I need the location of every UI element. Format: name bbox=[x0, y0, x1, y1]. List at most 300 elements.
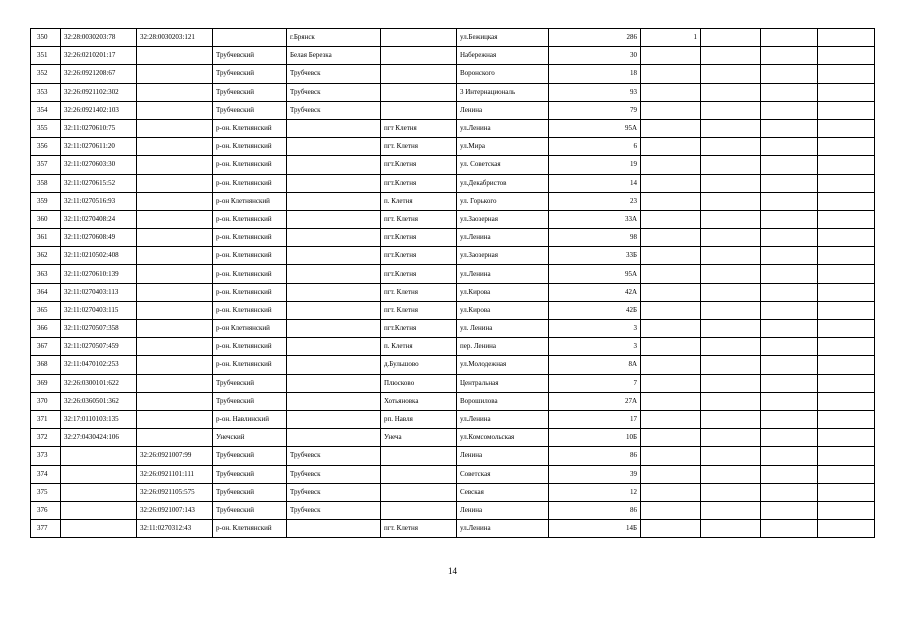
table-cell: 18 bbox=[549, 65, 641, 83]
table-cell: р-он. Клетнянский bbox=[213, 356, 287, 374]
table-cell bbox=[381, 447, 457, 465]
table-cell: 32:11:0270403:113 bbox=[61, 283, 137, 301]
table-cell bbox=[137, 156, 213, 174]
table-cell: пгт. Клетня bbox=[381, 210, 457, 228]
table-cell bbox=[287, 320, 381, 338]
table-cell bbox=[641, 210, 701, 228]
table-cell: 23 bbox=[549, 192, 641, 210]
table-cell: 361 bbox=[31, 229, 61, 247]
table-cell bbox=[818, 501, 875, 519]
table-cell: 32:26:0360501:362 bbox=[61, 392, 137, 410]
table-cell: 3 Интернациональ bbox=[457, 83, 549, 101]
table-cell bbox=[641, 483, 701, 501]
table-row bbox=[31, 65, 875, 83]
table-cell: 360 bbox=[31, 210, 61, 228]
table-cell bbox=[761, 374, 818, 392]
table-cell: 12 bbox=[549, 483, 641, 501]
table-cell bbox=[641, 174, 701, 192]
table-cell: 32:11:0470102:253 bbox=[61, 356, 137, 374]
table-cell: ул.Ленина bbox=[457, 520, 549, 538]
table-cell: пгт.Клетня bbox=[381, 265, 457, 283]
table-cell: р-он. Клетнянский bbox=[213, 283, 287, 301]
table-cell: 32:11:0270608:49 bbox=[61, 229, 137, 247]
table-cell bbox=[137, 429, 213, 447]
table-cell: 3 bbox=[549, 338, 641, 356]
table-cell bbox=[641, 283, 701, 301]
table-cell: Трубчевский bbox=[213, 83, 287, 101]
table-cell bbox=[818, 192, 875, 210]
table-cell: д.Бульшово bbox=[381, 356, 457, 374]
table-cell: р-он. Клетнянский bbox=[213, 520, 287, 538]
table-cell bbox=[701, 410, 761, 428]
table-cell: Трубчевский bbox=[213, 483, 287, 501]
table-cell bbox=[641, 501, 701, 519]
table-cell: р-он. Клетнянский bbox=[213, 301, 287, 319]
table-cell bbox=[818, 229, 875, 247]
table-cell: 369 bbox=[31, 374, 61, 392]
table-cell bbox=[761, 29, 818, 47]
table-cell: р-он. Навлинский bbox=[213, 410, 287, 428]
table-cell bbox=[137, 374, 213, 392]
table-cell: 95А bbox=[549, 265, 641, 283]
table-cell: р-он. Клетнянский bbox=[213, 156, 287, 174]
table-cell: Трубчевский bbox=[213, 501, 287, 519]
table-cell bbox=[761, 301, 818, 319]
table-cell bbox=[761, 83, 818, 101]
table-row bbox=[31, 501, 875, 519]
table-cell: Трубчевский bbox=[213, 465, 287, 483]
table-cell bbox=[137, 392, 213, 410]
table-cell bbox=[641, 265, 701, 283]
table-cell: 32:11:0270610:75 bbox=[61, 119, 137, 137]
table-cell bbox=[818, 47, 875, 65]
table-cell: 95А bbox=[549, 119, 641, 137]
table-cell: Трубчевск bbox=[287, 465, 381, 483]
table-cell: 32:11:0270507:358 bbox=[61, 320, 137, 338]
table-cell: 356 bbox=[31, 138, 61, 156]
table-cell bbox=[761, 101, 818, 119]
table-cell: 32:26:0921105:575 bbox=[137, 483, 213, 501]
table-cell bbox=[761, 429, 818, 447]
table-cell: 350 bbox=[31, 29, 61, 47]
table-cell: 362 bbox=[31, 247, 61, 265]
table-cell: 32:26:0921007:143 bbox=[137, 501, 213, 519]
table-cell bbox=[761, 392, 818, 410]
table-cell bbox=[761, 247, 818, 265]
table-cell: Ленина bbox=[457, 501, 549, 519]
table-cell bbox=[818, 29, 875, 47]
table-row bbox=[31, 83, 875, 101]
table-cell: 30 bbox=[549, 47, 641, 65]
table-cell bbox=[818, 65, 875, 83]
table-cell bbox=[213, 29, 287, 47]
table-cell: ул.Молодежная bbox=[457, 356, 549, 374]
table-cell: Севская bbox=[457, 483, 549, 501]
table-cell bbox=[701, 301, 761, 319]
table-cell bbox=[761, 483, 818, 501]
table-cell: 32:26:0921402:103 bbox=[61, 101, 137, 119]
table-cell: 32:28:0030203:121 bbox=[137, 29, 213, 47]
table-cell: 374 bbox=[31, 465, 61, 483]
table-cell bbox=[641, 465, 701, 483]
table-cell bbox=[701, 210, 761, 228]
table-cell: р-он Клетнянский bbox=[213, 192, 287, 210]
table-cell: 32:11:0270516:93 bbox=[61, 192, 137, 210]
table-cell: р-он. Клетнянский bbox=[213, 338, 287, 356]
table-cell: пгт. Клетня bbox=[381, 283, 457, 301]
table-cell: Трубчевск bbox=[287, 101, 381, 119]
table-cell bbox=[818, 320, 875, 338]
table-cell: 363 bbox=[31, 265, 61, 283]
table-cell: Центральная bbox=[457, 374, 549, 392]
table-cell: 358 bbox=[31, 174, 61, 192]
table-cell: 32:11:0270615:52 bbox=[61, 174, 137, 192]
table-cell bbox=[287, 156, 381, 174]
table-cell: р-он. Клетнянский bbox=[213, 174, 287, 192]
table-cell bbox=[761, 174, 818, 192]
table-cell bbox=[818, 356, 875, 374]
table-cell: 93 bbox=[549, 83, 641, 101]
table-row bbox=[31, 301, 875, 319]
table-cell bbox=[641, 520, 701, 538]
table-cell bbox=[381, 83, 457, 101]
table-cell: 33А bbox=[549, 210, 641, 228]
table-cell bbox=[61, 483, 137, 501]
table-cell bbox=[137, 247, 213, 265]
table-cell bbox=[641, 101, 701, 119]
table-row bbox=[31, 156, 875, 174]
table-cell bbox=[641, 83, 701, 101]
table-cell bbox=[137, 283, 213, 301]
table-cell bbox=[287, 229, 381, 247]
table-cell bbox=[61, 501, 137, 519]
table-cell bbox=[137, 138, 213, 156]
table-cell: 86 bbox=[549, 447, 641, 465]
table-cell bbox=[641, 392, 701, 410]
table-cell: Белая Березка bbox=[287, 47, 381, 65]
table-cell: р-он. Клетнянский bbox=[213, 119, 287, 137]
table-cell: Унеча bbox=[381, 429, 457, 447]
table-cell bbox=[761, 138, 818, 156]
table-body bbox=[31, 29, 875, 538]
table-cell bbox=[701, 174, 761, 192]
table-cell: 32:26:0300101:622 bbox=[61, 374, 137, 392]
table-cell: р-он. Клетнянский bbox=[213, 138, 287, 156]
table-cell bbox=[641, 429, 701, 447]
table-cell: Трубчевск bbox=[287, 483, 381, 501]
table-cell bbox=[761, 338, 818, 356]
table-cell bbox=[761, 320, 818, 338]
table-row bbox=[31, 465, 875, 483]
table-cell bbox=[818, 410, 875, 428]
table-cell bbox=[287, 356, 381, 374]
table-cell: 1 bbox=[641, 29, 701, 47]
table-cell: пгт. Клетня bbox=[381, 138, 457, 156]
table-cell: 370 bbox=[31, 392, 61, 410]
table-cell: 86 bbox=[549, 501, 641, 519]
table-cell: 42А bbox=[549, 283, 641, 301]
table-cell bbox=[701, 320, 761, 338]
table-row bbox=[31, 210, 875, 228]
table-cell bbox=[701, 465, 761, 483]
table-cell bbox=[137, 119, 213, 137]
table-cell bbox=[818, 465, 875, 483]
table-cell bbox=[818, 283, 875, 301]
table-cell bbox=[818, 138, 875, 156]
table-cell: пгт. Клетня bbox=[381, 520, 457, 538]
table-cell: 32:28:0030203:78 bbox=[61, 29, 137, 47]
table-cell bbox=[701, 247, 761, 265]
table-row bbox=[31, 119, 875, 137]
table-row bbox=[31, 338, 875, 356]
table-cell bbox=[818, 483, 875, 501]
table-cell: 98 bbox=[549, 229, 641, 247]
table-cell bbox=[641, 192, 701, 210]
table-cell bbox=[137, 301, 213, 319]
table-cell bbox=[287, 392, 381, 410]
table-cell: ул.Ленина bbox=[457, 265, 549, 283]
table-cell bbox=[61, 447, 137, 465]
table-cell: Трубчевский bbox=[213, 65, 287, 83]
table-cell: 365 bbox=[31, 301, 61, 319]
table-cell bbox=[701, 138, 761, 156]
table-cell bbox=[701, 283, 761, 301]
table-cell bbox=[287, 265, 381, 283]
table-cell: пгт. Клетня bbox=[381, 301, 457, 319]
table-cell: 32:26:0921101:111 bbox=[137, 465, 213, 483]
table-cell bbox=[287, 119, 381, 137]
table-cell: 10Б bbox=[549, 429, 641, 447]
table-cell: 32:11:0270408:24 bbox=[61, 210, 137, 228]
table-cell bbox=[701, 47, 761, 65]
table-cell bbox=[137, 229, 213, 247]
table-cell bbox=[701, 429, 761, 447]
table-row bbox=[31, 410, 875, 428]
table-cell bbox=[381, 483, 457, 501]
table-cell: 32:27:0430424:106 bbox=[61, 429, 137, 447]
table-cell bbox=[287, 338, 381, 356]
table-cell bbox=[761, 119, 818, 137]
table-cell bbox=[761, 210, 818, 228]
table-row bbox=[31, 265, 875, 283]
table-cell: 32:11:0270611:20 bbox=[61, 138, 137, 156]
table-cell bbox=[641, 138, 701, 156]
table-cell: пер. Ленина bbox=[457, 338, 549, 356]
table-cell: Набережная bbox=[457, 47, 549, 65]
table-cell bbox=[818, 210, 875, 228]
table-cell bbox=[641, 338, 701, 356]
table-cell bbox=[137, 47, 213, 65]
table-cell: Ленина bbox=[457, 447, 549, 465]
table-row bbox=[31, 229, 875, 247]
table-cell bbox=[701, 29, 761, 47]
table-row bbox=[31, 247, 875, 265]
table-cell: 352 bbox=[31, 65, 61, 83]
table-cell bbox=[761, 447, 818, 465]
table-cell: 377 bbox=[31, 520, 61, 538]
table-cell bbox=[761, 283, 818, 301]
table-cell bbox=[137, 265, 213, 283]
table-cell: п. Клетня bbox=[381, 338, 457, 356]
table-cell bbox=[287, 192, 381, 210]
table-cell bbox=[761, 520, 818, 538]
table-cell: ул.Мира bbox=[457, 138, 549, 156]
table-cell: 17 bbox=[549, 410, 641, 428]
table-cell bbox=[701, 229, 761, 247]
table-cell: 32:11:0270610:139 bbox=[61, 265, 137, 283]
table-cell: 32:26:0210201:17 bbox=[61, 47, 137, 65]
table-cell: пгт.Клетня bbox=[381, 320, 457, 338]
table-cell: Трубчевск bbox=[287, 65, 381, 83]
table-cell bbox=[818, 301, 875, 319]
table-cell bbox=[641, 247, 701, 265]
table-cell: ул.Ленина bbox=[457, 119, 549, 137]
table-cell bbox=[137, 410, 213, 428]
table-cell bbox=[818, 83, 875, 101]
table-cell: 3 bbox=[549, 320, 641, 338]
table-cell bbox=[701, 338, 761, 356]
table-cell bbox=[818, 392, 875, 410]
table-cell bbox=[287, 283, 381, 301]
table-cell bbox=[701, 483, 761, 501]
table-cell bbox=[818, 429, 875, 447]
table-cell: Советская bbox=[457, 465, 549, 483]
table-cell: Ленина bbox=[457, 101, 549, 119]
table-row bbox=[31, 283, 875, 301]
table-row bbox=[31, 192, 875, 210]
table-cell: Трубчевский bbox=[213, 101, 287, 119]
table-cell bbox=[761, 356, 818, 374]
table-cell bbox=[641, 65, 701, 83]
table-cell bbox=[61, 465, 137, 483]
table-cell: Трубчевск bbox=[287, 447, 381, 465]
table-cell: г.Брянск bbox=[287, 29, 381, 47]
table-cell bbox=[287, 210, 381, 228]
table-cell: Унечский bbox=[213, 429, 287, 447]
table-cell: 19 bbox=[549, 156, 641, 174]
table-cell bbox=[381, 65, 457, 83]
table-row bbox=[31, 138, 875, 156]
land-plots-table bbox=[30, 28, 875, 538]
table-cell: 32:11:0270507:459 bbox=[61, 338, 137, 356]
table-cell bbox=[641, 301, 701, 319]
table-cell bbox=[761, 156, 818, 174]
table-cell: рп. Навля bbox=[381, 410, 457, 428]
table-cell: ул.Заозерная bbox=[457, 210, 549, 228]
table-cell: пгт.Клетня bbox=[381, 229, 457, 247]
table-cell bbox=[701, 265, 761, 283]
table-cell bbox=[287, 374, 381, 392]
table-row bbox=[31, 447, 875, 465]
table-cell bbox=[641, 229, 701, 247]
table-cell bbox=[701, 501, 761, 519]
table-cell: Трубчевск bbox=[287, 83, 381, 101]
table-cell bbox=[761, 465, 818, 483]
table-cell: Воронского bbox=[457, 65, 549, 83]
table-cell: ул.Бежицкая bbox=[457, 29, 549, 47]
table-row bbox=[31, 429, 875, 447]
table-row bbox=[31, 520, 875, 538]
table-cell bbox=[761, 65, 818, 83]
table-cell bbox=[701, 447, 761, 465]
table-cell: Ворошилова bbox=[457, 392, 549, 410]
table-cell bbox=[818, 338, 875, 356]
table-cell: 6 bbox=[549, 138, 641, 156]
table-cell: 353 bbox=[31, 83, 61, 101]
table-cell: 27А bbox=[549, 392, 641, 410]
table-cell bbox=[641, 410, 701, 428]
table-cell bbox=[701, 65, 761, 83]
table-cell: 32:26:0921007:99 bbox=[137, 447, 213, 465]
table-cell bbox=[641, 119, 701, 137]
table-cell bbox=[287, 429, 381, 447]
table-cell: 286 bbox=[549, 29, 641, 47]
table-cell bbox=[287, 138, 381, 156]
table-cell bbox=[381, 29, 457, 47]
table-cell: 32:26:0921208:67 bbox=[61, 65, 137, 83]
table-cell: ул.Декабристов bbox=[457, 174, 549, 192]
table-cell: 42Б bbox=[549, 301, 641, 319]
table-cell bbox=[701, 83, 761, 101]
table-cell: пгт.Клетня bbox=[381, 247, 457, 265]
table-cell bbox=[818, 156, 875, 174]
table-cell: ул.Комсомольская bbox=[457, 429, 549, 447]
table-cell bbox=[287, 410, 381, 428]
table-cell bbox=[701, 356, 761, 374]
table-row bbox=[31, 47, 875, 65]
table-cell bbox=[61, 520, 137, 538]
table-cell bbox=[641, 447, 701, 465]
table-cell: ул.Ленина bbox=[457, 229, 549, 247]
table-cell: р-он Клетнянский bbox=[213, 320, 287, 338]
table-cell: пгт Клетня bbox=[381, 119, 457, 137]
table-row bbox=[31, 320, 875, 338]
table-cell: 375 bbox=[31, 483, 61, 501]
table-cell bbox=[381, 501, 457, 519]
table-cell bbox=[137, 192, 213, 210]
table-cell bbox=[761, 410, 818, 428]
table-cell bbox=[761, 47, 818, 65]
table-cell: 14Б bbox=[549, 520, 641, 538]
table-cell: Плюсково bbox=[381, 374, 457, 392]
table-cell bbox=[137, 356, 213, 374]
table-cell: 8А bbox=[549, 356, 641, 374]
table-cell: Трубчевский bbox=[213, 47, 287, 65]
table-row bbox=[31, 483, 875, 501]
table-cell bbox=[818, 520, 875, 538]
table-cell: 367 bbox=[31, 338, 61, 356]
table-cell bbox=[137, 320, 213, 338]
table-cell bbox=[701, 119, 761, 137]
table-cell: 32:26:0921102:302 bbox=[61, 83, 137, 101]
table-cell: ул.Ленина bbox=[457, 410, 549, 428]
table-cell: пгт.Клетня bbox=[381, 156, 457, 174]
table-cell: п. Клетня bbox=[381, 192, 457, 210]
table-cell: 79 bbox=[549, 101, 641, 119]
table-row bbox=[31, 174, 875, 192]
table-cell: ул.Кирова bbox=[457, 283, 549, 301]
table-cell: 32:17:0110103:135 bbox=[61, 410, 137, 428]
table-cell bbox=[818, 374, 875, 392]
table-cell bbox=[287, 174, 381, 192]
table-cell: Трубчевск bbox=[287, 501, 381, 519]
table-cell bbox=[287, 301, 381, 319]
table-cell: 351 bbox=[31, 47, 61, 65]
table-cell: Трубчевский bbox=[213, 392, 287, 410]
table-cell bbox=[641, 156, 701, 174]
table-cell: 32:11:0210502:408 bbox=[61, 247, 137, 265]
page-number: 14 bbox=[448, 566, 457, 576]
